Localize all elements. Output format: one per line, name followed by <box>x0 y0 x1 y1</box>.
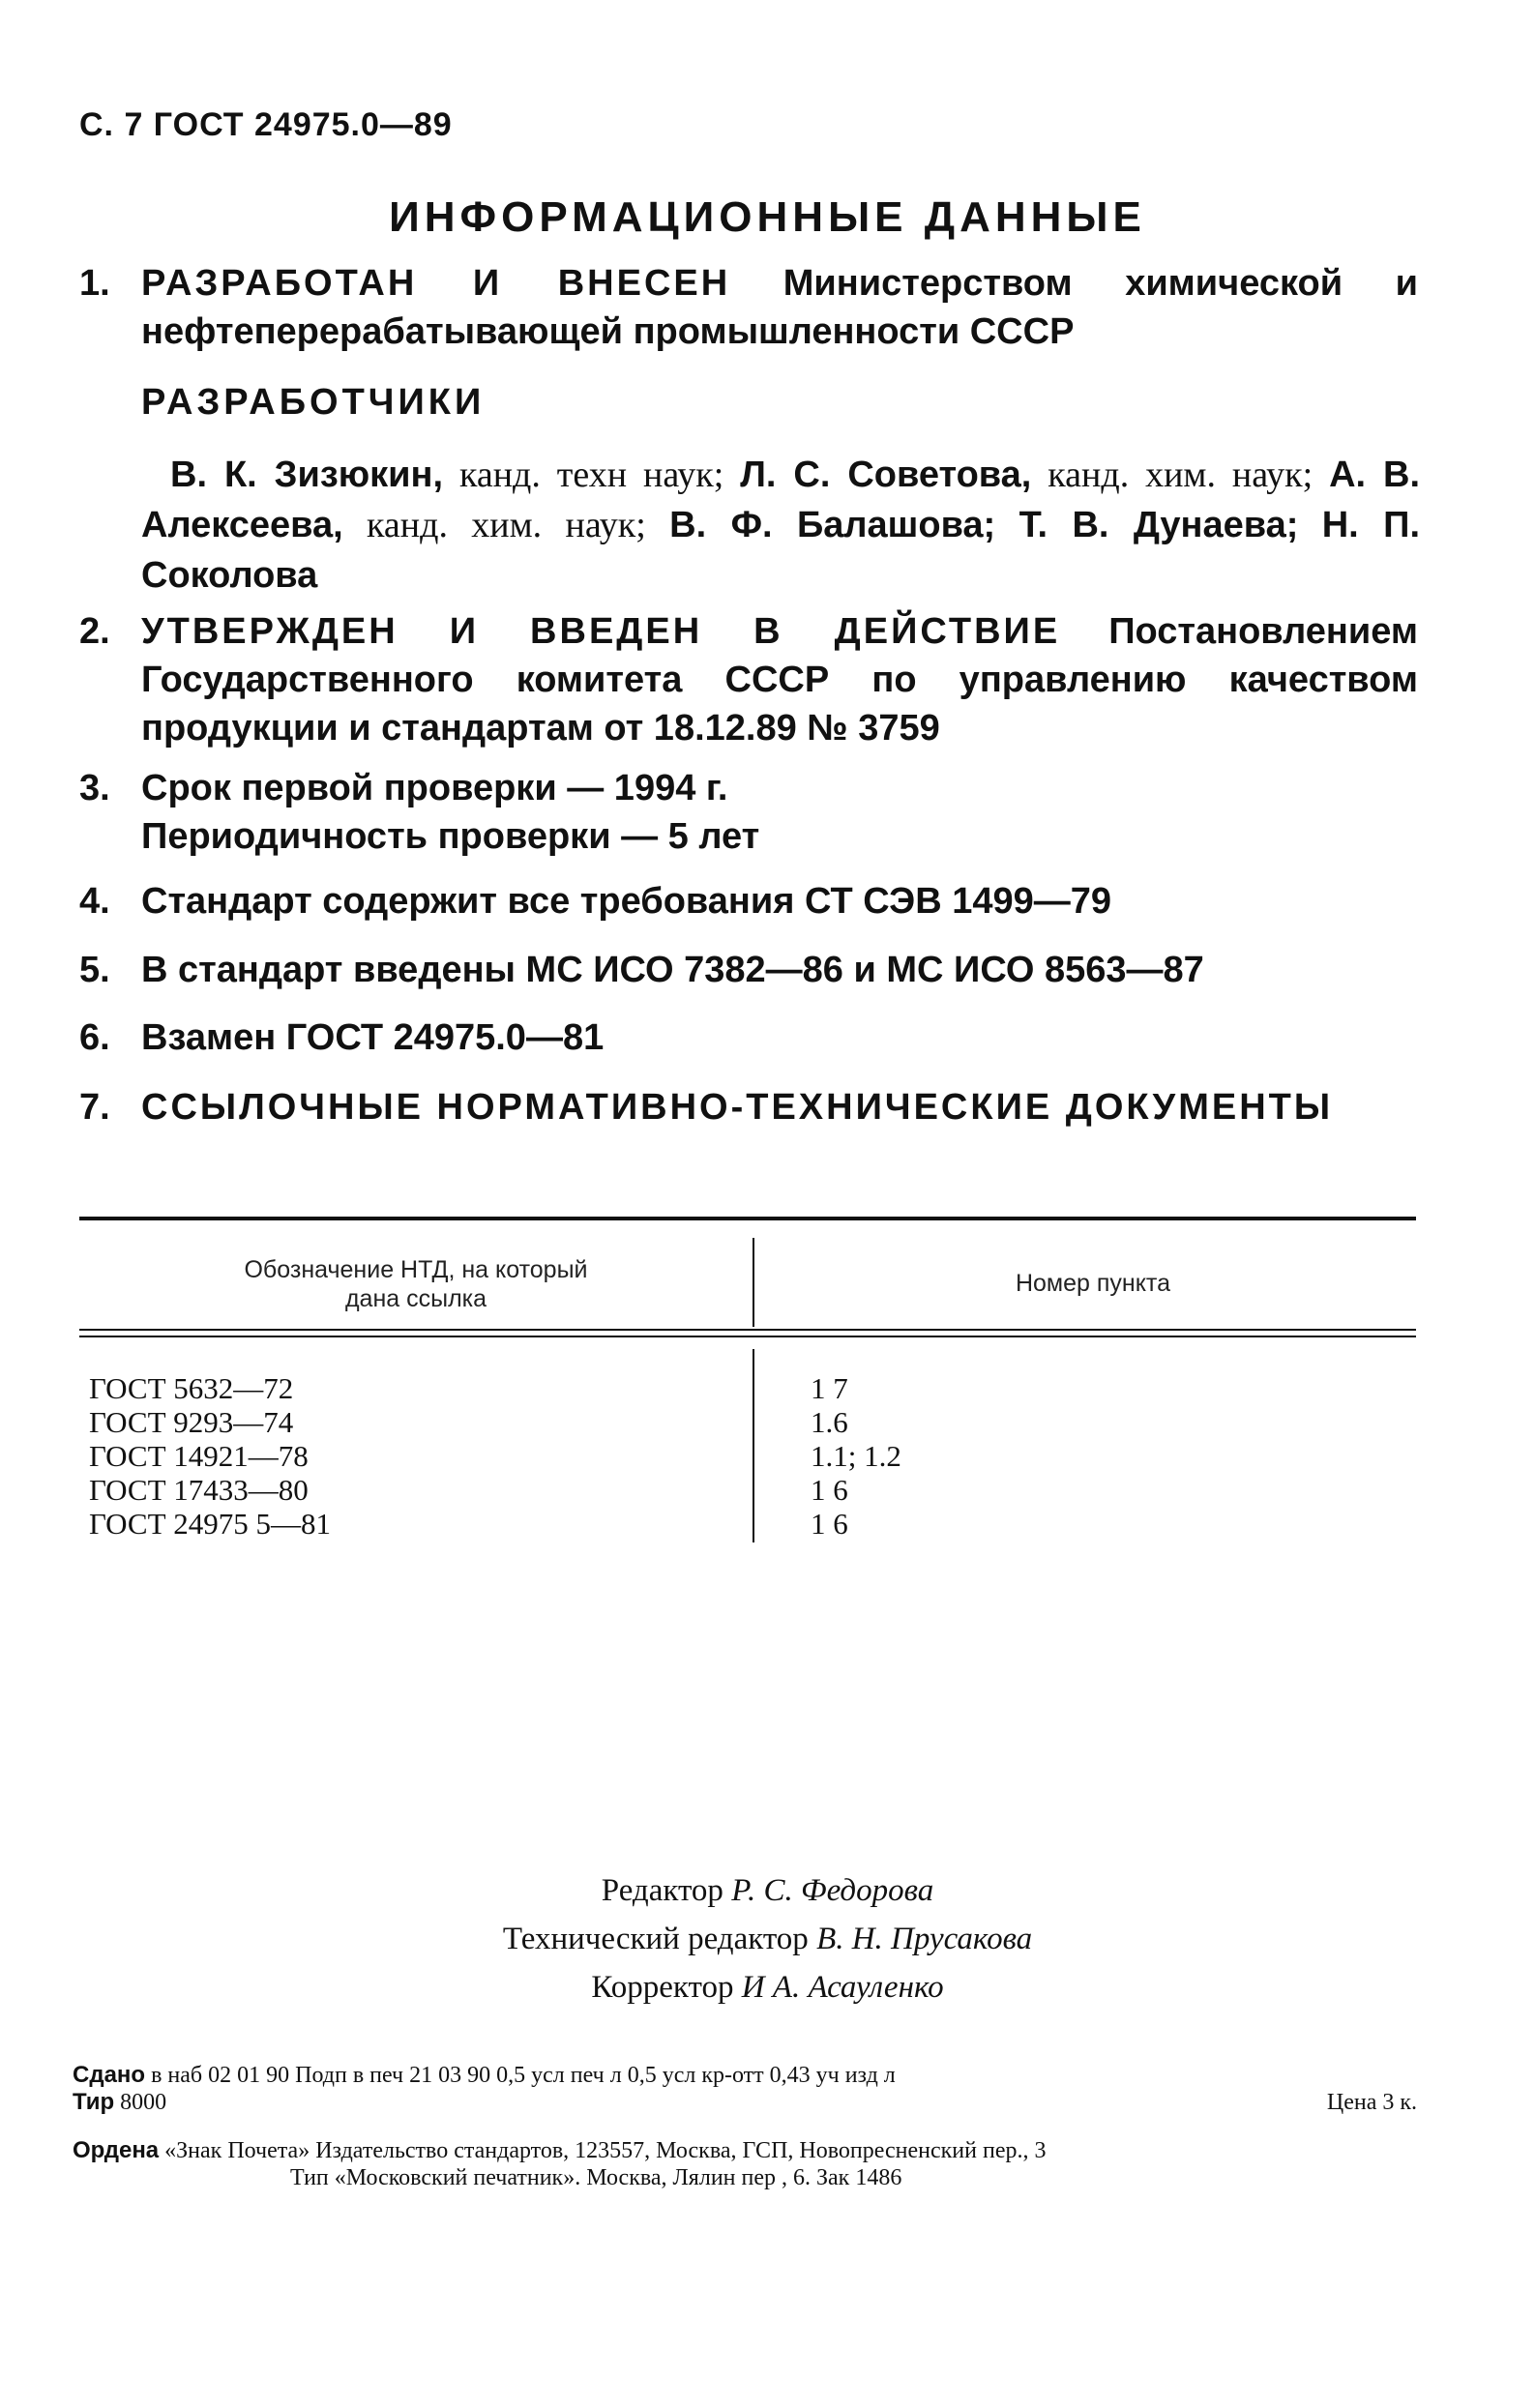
developer-name: В. Ф. Балашова; <box>669 505 996 545</box>
imprint-line-1 <box>73 2062 1417 2089</box>
credit-label: Технический редактор <box>502 1922 809 1956</box>
developer-name: Т. В. Дунаева; <box>1018 505 1299 545</box>
table-cell: ГОСТ 9293—74 <box>89 1405 294 1439</box>
table-column-divider <box>753 1349 754 1542</box>
section-2-body: Постановлением Государственного комитета СССР по управлению качеством продукции и стандартам от 18.12.89 № 3759 <box>141 611 1418 749</box>
table-cell: 1 7 <box>811 1371 848 1405</box>
imprint-label: Ордена <box>73 2137 160 2163</box>
table-cell: ГОСТ 17433—80 <box>89 1473 309 1507</box>
imprint-label: Сдано <box>73 2062 146 2088</box>
table-cell: 1 6 <box>811 1507 848 1541</box>
credit-person: И А. Асауленко <box>741 1970 944 2005</box>
section-5-text: В стандарт введены МС ИСО 7382—86 и МС ИСО 8563—87 <box>141 950 1204 990</box>
section-6-text: Взамен ГОСТ 24975.0—81 <box>141 1017 605 1058</box>
credits-block <box>0 1866 1535 2012</box>
credit-label: Корректор <box>591 1970 734 2005</box>
developer-name: Н. П. Соколова <box>141 505 1421 596</box>
section-number: 1. <box>79 263 110 304</box>
table-cell: 1.1; 1.2 <box>811 1439 901 1473</box>
table-header-rule <box>79 1329 1416 1331</box>
credit-editor <box>0 1866 1535 1915</box>
table-header-line: Обозначение НТД, на который <box>244 1256 588 1283</box>
table-header-line: дана ссылка <box>344 1285 487 1312</box>
developer-name: А. В. Алексеева, <box>141 455 1421 545</box>
credit-tech-editor <box>0 1915 1535 1963</box>
table-header-item-number: Номер пункта <box>1015 1270 1171 1297</box>
section-3-line-1: Срок первой проверки — 1994 г. <box>141 768 728 808</box>
section-2-text <box>141 607 1418 752</box>
section-number: 2. <box>79 611 110 652</box>
section-2-heading: УТВЕРЖДЕН И ВВЕДЕН В ДЕЙСТВИЕ <box>141 611 1061 652</box>
section-number: 5. <box>79 950 110 990</box>
developer-degree: канд. техн наук; <box>458 455 724 495</box>
section-number: 7. <box>79 1087 110 1128</box>
section-number: 4. <box>79 881 110 922</box>
section-1-text <box>141 259 1418 356</box>
table-column-divider <box>753 1238 754 1327</box>
page-header: С. 7 ГОСТ 24975.0—89 <box>79 106 453 143</box>
imprint-text: «Знак Почета» Издательство стандартов, 123557, Москва, ГСП, Новопресненский пер., 3 <box>164 2138 1047 2163</box>
imprint-label: Тир <box>73 2089 115 2115</box>
developers-list <box>141 450 1420 601</box>
developers-heading: РАЗРАБОТЧИКИ <box>141 382 486 423</box>
table-col-item-number <box>811 1371 901 1541</box>
section-3-line-2: Периодичность проверки — 5 лет <box>141 816 760 857</box>
table-cell: ГОСТ 5632—72 <box>89 1371 294 1405</box>
section-3-text <box>141 764 1418 861</box>
section-number: 6. <box>79 1017 110 1058</box>
credit-label: Редактор <box>601 1873 723 1908</box>
table-col-designation <box>89 1371 331 1541</box>
table-cell: ГОСТ 24975 5—81 <box>89 1507 332 1541</box>
page-title: ИНФОРМАЦИОННЫЕ ДАННЫЕ <box>389 193 1146 241</box>
table-top-rule <box>79 1217 1416 1220</box>
table-cell: ГОСТ 14921—78 <box>89 1439 309 1473</box>
credit-person: В. Н. Прусакова <box>816 1922 1033 1956</box>
table-header-rule <box>79 1336 1416 1337</box>
imprint-text: 8000 <box>120 2090 167 2115</box>
imprint-line-4: Тип «Московский печатник». Москва, Лялин пер , 6. Зак 1486 <box>290 2165 902 2190</box>
table-cell: 1.6 <box>811 1405 848 1439</box>
imprint-text: в наб 02 01 90 Подп в печ 21 03 90 0,5 усл печ л 0,5 усл кр-отт 0,43 уч изд л <box>151 2063 896 2088</box>
developer-degree: канд. хим. наук; <box>1048 455 1314 495</box>
section-number: 3. <box>79 768 110 808</box>
price: Цена 3 к. <box>1326 2090 1417 2115</box>
table-header-designation <box>126 1255 706 1313</box>
section-4-text: Стандарт содержит все требования СТ СЭВ 1499—79 <box>141 881 1112 922</box>
imprint-line-3 <box>73 2137 1417 2164</box>
credit-corrector <box>0 1963 1535 2012</box>
section-7-heading: ССЫЛОЧНЫЕ НОРМАТИВНО-ТЕХНИЧЕСКИЕ ДОКУМЕНТЫ <box>141 1087 1334 1128</box>
section-1-body: Министерством химической и нефтеперерабатывающей промышленности СССР <box>141 263 1419 352</box>
developer-degree: канд. хим. наук; <box>367 505 646 545</box>
credit-person: Р. С. Федорова <box>731 1873 934 1908</box>
section-1-heading: РАЗРАБОТАН И ВНЕСЕН <box>141 263 731 304</box>
imprint-line-2 <box>73 2089 1417 2116</box>
developer-name: Л. С. Советова, <box>740 455 1032 495</box>
developer-name: В. К. Зизюкин, <box>170 455 444 495</box>
table-cell: 1 6 <box>811 1473 848 1507</box>
